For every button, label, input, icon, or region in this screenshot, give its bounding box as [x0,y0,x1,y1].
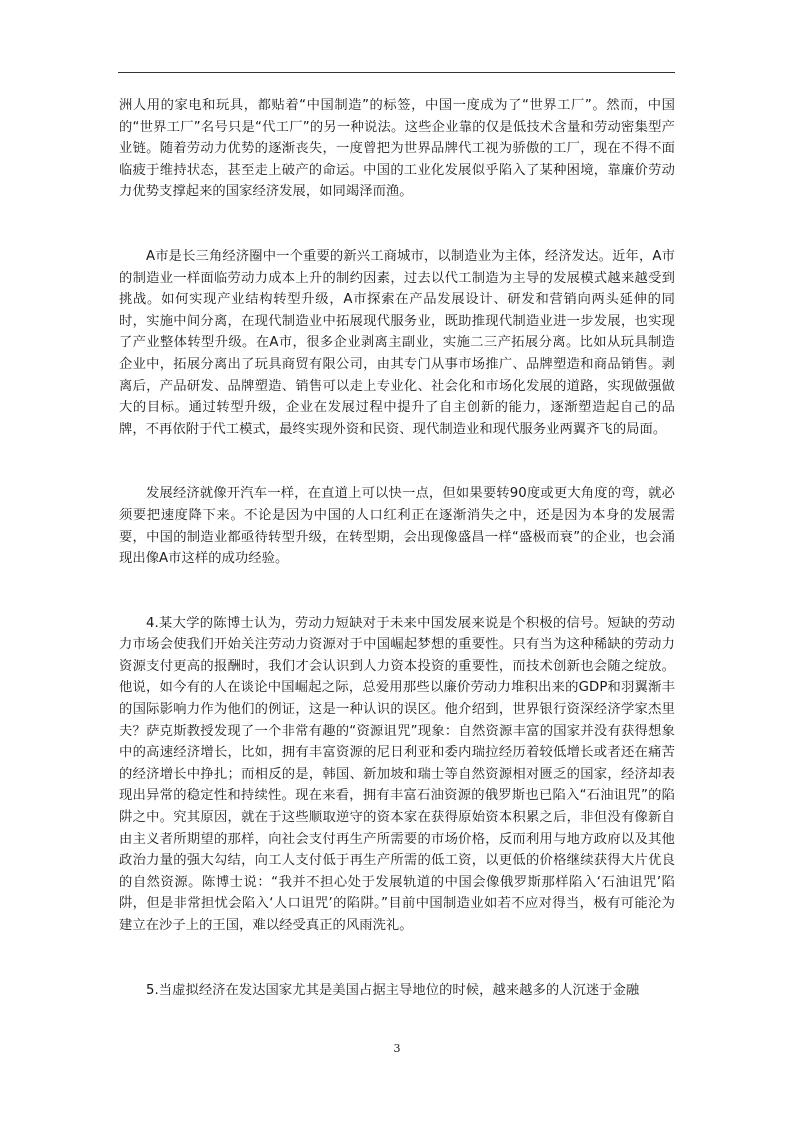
page-number: 3 [393,1042,401,1055]
document-body [119,95,675,1001]
paragraph-gap [119,570,675,613]
paragraph-gap [119,937,675,980]
paragraph-a-city: A市是长三角经济圈中一个重要的新兴工商城市，以制造业为主体，经济发达。近年，A市的制造业一样面临劳动力成本上升的制约因素，过去以代工制造为主导的发展模式越来越受到挑战。如何实现产业结构转型升级，A市探索在产品发展设计、研发和营销向两头延伸的同时，实施中间分离，在现代制造业中拓展现代服务业，既助推现代制造业进一步发展，也实现了产业整体转型升级。在A市，很多企业剥离主副业，实施二三产拓展分离。比如从玩具制造企业中，拓展分离出了玩具商贸有限公司，由其专门从事市场推广、品牌塑造和商品销售。剥离后，产品研发、品牌塑造、销售可以走上专业化、社会化和市场化发展的道路，实现做强做大的目标。通过转型升级，企业在发展过程中提升了自主创新的能力，逐渐塑造起自己的品牌，不再依附于代工模式，最终实现外资和民资、现代制造业和现代服务业两翼齐飞的局面。 [119,248,675,437]
header-rule [118,72,675,73]
paragraph-economy-analogy: 发展经济就像开汽车一样，在直道上可以快一点，但如果要转90度或更大角度的弯，就必须要把速度降下来。不论是因为中国的人口红利正在逐渐消失之中，还是因为本身的发展需要，中国的制造业都亟待转型升级，在转型期，会出现像盛昌一样“盛极而衰”的企业，也会涌现出像A市这样的成功经验。 [119,486,675,567]
paragraph-gap [119,440,675,483]
paragraph-gap [119,203,675,246]
paragraph-continuation: 洲人用的家电和玩具，都贴着“中国制造”的标签，中国一度成为了“世界工厂”。然而，中国的“世界工厂”名号只是“代工厂”的另一种说法。这些企业靠的仅是低技术含量和劳动密集型产业链。随着劳动力优势的逐渐丧失，一度曾把为世界品牌代工视为骄傲的工厂，现在不得不面临疲于维持状态，甚至走上破产的命运。中国的工业化发展似乎陷入了某种困境，靠廉价劳动力优势支撑起来的国家经济发展，如同竭泽而渔。 [119,98,675,200]
paragraph-item-5: 5.当虚拟经济在发达国家尤其是美国占据主导地位的时候，越来越多的人沉迷于金融 [146,982,640,998]
paragraph-item-4: 4.某大学的陈博士认为，劳动力短缺对于未来中国发展来说是个积极的信号。短缺的劳动力市场会使我们开始关注劳动力资源对于中国崛起梦想的重要性。只有当为这种稀缺的劳动力资源支付更高的报酬时，我们才会认识到人力资本投资的重要性，而技术创新也会随之绽放。他说，如今有的人在谈论中国崛起之际，总爱用那些以廉价劳动力堆积出来的GDP和羽翼渐丰的国际影响力作为他们的例证，这是一种认识的误区。他介绍到，世界银行资深经济学家杰里夫？萨克斯教授发现了一个非常有趣的“资源诅咒”现象：自然资源丰富的国家并没有获得想象中的高速经济增长，比如，拥有丰富资源的尼日利亚和委内瑞拉经历着较低增长或者还在痛苦的经济增长中挣扎；而相反的是，韩国、新加坡和瑞士等自然资源相对匮乏的国家，经济却表现出异常的稳定性和持续性。现在来看，拥有丰富石油资源的俄罗斯也已陷入“石油诅咒”的陷阱之中。究其原因，就在于这些顺取逆守的资本家在获得原始资本积累之后，非但没有像新自由主义者所期望的那样，向社会支付再生产所需要的市场价格，反而利用与地方政府以及其他政治力量的强大勾结，向工人支付低于再生产所需的低工资，以更低的价格继续获得大片优良的自然资源。陈博士说：“我并不担心处于发展轨道的中国会像俄罗斯那样陷入‘石油诅咒’陷阱，但是非常担忧会陷入‘人口诅咒’的陷阱。”目前中国制造业如若不应对得当，极有可能沦为建立在沙子上的王国，难以经受真正的风雨洗礼。 [119,615,675,933]
